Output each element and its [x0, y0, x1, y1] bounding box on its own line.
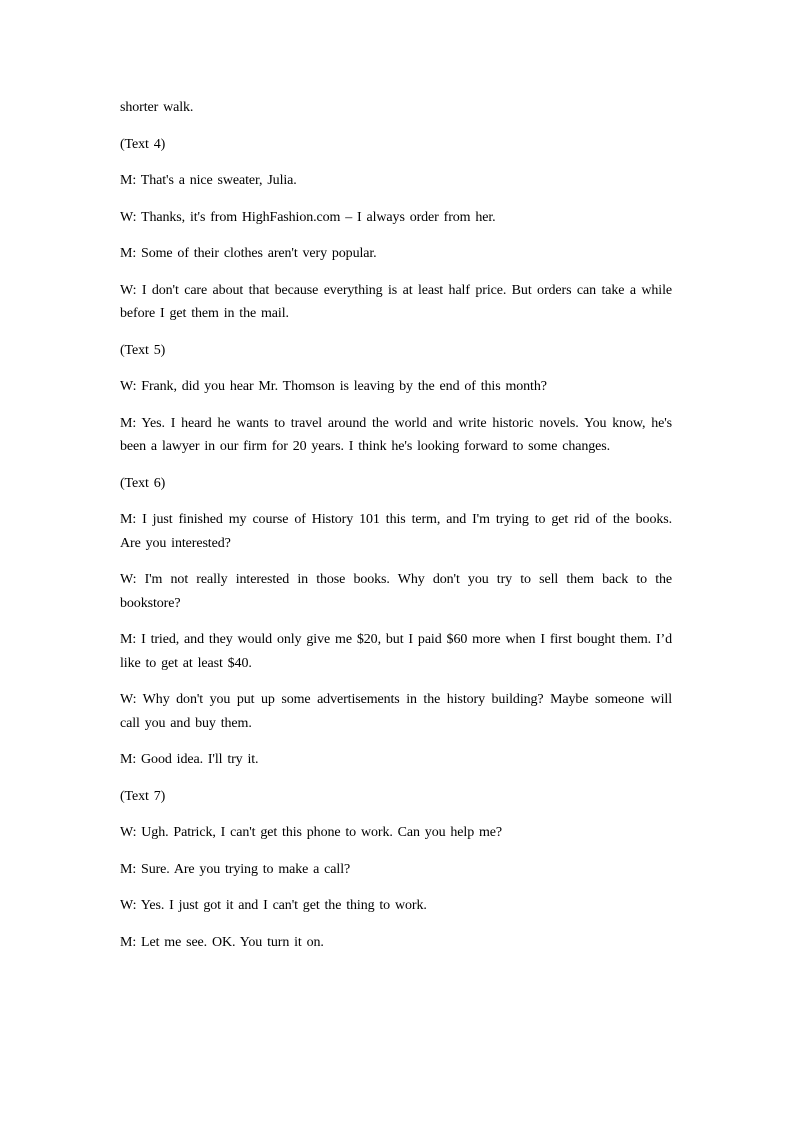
dialogue-line: W: I don't care about that because everything is at least half price. But orders can take a while before I get them in the mail.: [120, 282, 672, 321]
dialogue-line: W: Frank, did you hear Mr. Thomson is leaving by the end of this month?: [120, 379, 547, 394]
dialogue-line: M: Yes. I heard he wants to travel around the world and write historic novels. You know, he's been a lawyer in our firm for 20 years. I think he's looking forward to some changes.: [120, 415, 672, 454]
paragraph-continuation: shorter walk.: [120, 100, 194, 115]
dialogue-line: M: Let me see. OK. You turn it on.: [120, 934, 324, 950]
section-heading-text-7: (Text 7): [120, 788, 166, 804]
dialogue-line: W: I'm not really interested in those books. Why don't you try to sell them back to the bookstore?: [120, 572, 672, 611]
dialogue-line: M: Some of their clothes aren't very popular.: [120, 246, 377, 261]
section-heading-text-6: (Text 6): [120, 475, 166, 491]
dialogue-line: W: Ugh. Patrick, I can't get this phone to work. Can you help me?: [120, 825, 503, 840]
dialogue-line: M: That's a nice sweater, Julia.: [120, 173, 297, 188]
dialogue-line: W: Yes. I just got it and I can't get the thing to work.: [120, 898, 427, 913]
dialogue-line: W: Thanks, it's from HighFashion.com – I always order from her.: [120, 209, 496, 225]
dialogue-line: M: Sure. Are you trying to make a call?: [120, 861, 351, 877]
section-heading-text-4: (Text 4): [120, 136, 166, 152]
dialogue-line: M: I tried, and they would only give me $20, but I paid $60 more when I first bought them. I’d like to get at least $40.: [120, 632, 672, 671]
dialogue-line: M: I just finished my course of History 101 this term, and I'm trying to get rid of the books. Are you interested?: [120, 512, 672, 551]
section-heading-text-5: (Text 5): [120, 342, 166, 358]
dialogue-line: M: Good idea. I'll try it.: [120, 752, 259, 767]
dialogue-line: W: Why don't you put up some advertisements in the history building? Maybe someone will call you and buy them.: [120, 692, 672, 731]
document-page: [120, 96, 672, 967]
